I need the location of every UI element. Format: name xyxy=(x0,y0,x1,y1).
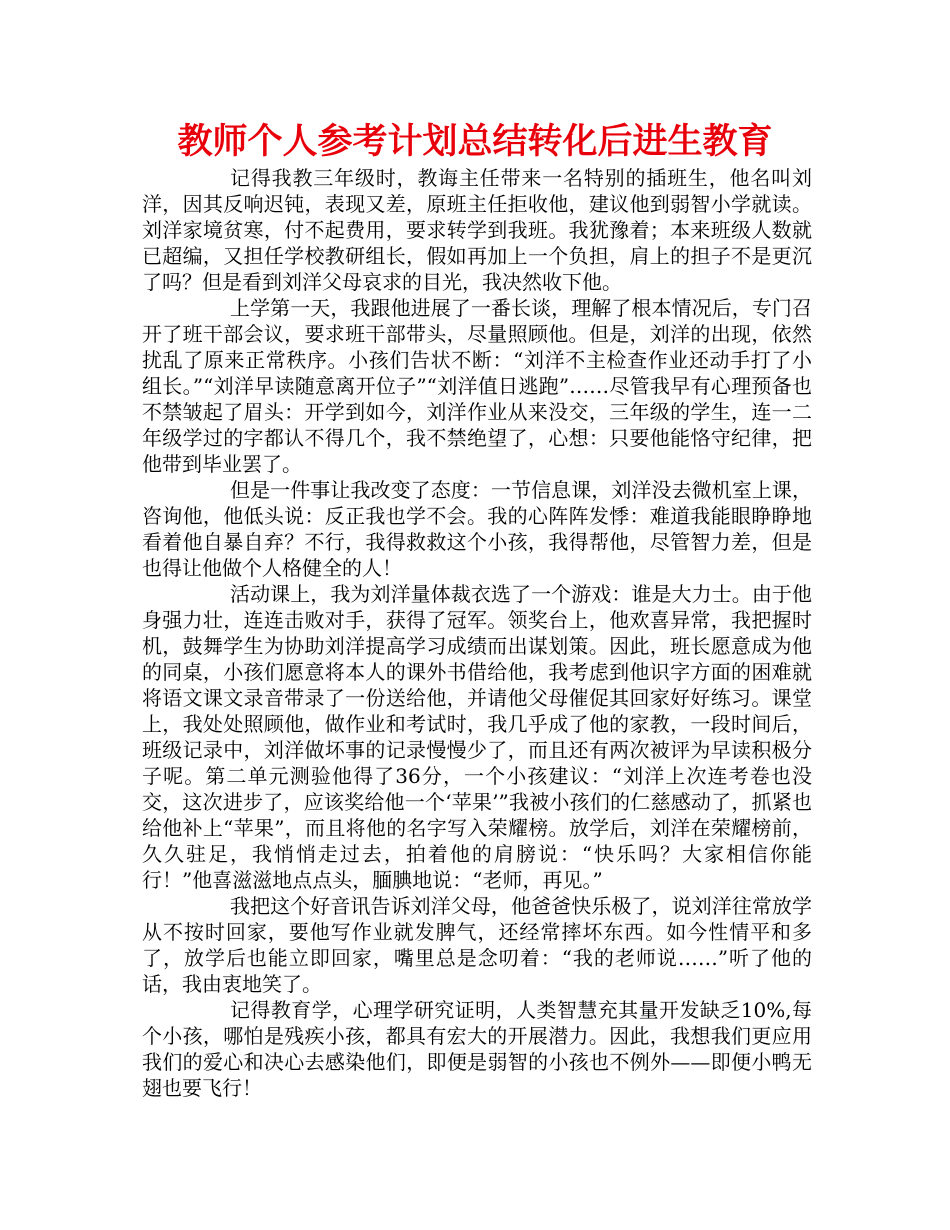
paragraph: 活动课上，我为刘洋量体裁衣选了一个游戏：谁是大力士。由于他身强力壮，连连击败对手，获得了冠军。领奖台上，他欢喜异常，我把握时机，鼓舞学生为协助刘洋提高学习成绩而出谋划策。因此，班长愿意成为他的同桌，小孩们愿意将本人的课外书借给他，我考虑到他识字方面的困难就将语文课文录音带录了一份送给他，并请他父母催促其回家好好练习。课堂上，我处处照顾他，做作业和考试时，我几乎成了他的家教，一段时间后，班级记录中，刘洋做坏事的记录慢慢少了，而且还有两次被评为早读积极分子呢。第二单元测验他得了36分，一个小孩建议：“刘洋上次连考卷也没交，这次进步了，应该奖给他一个‘苹果’”我被小孩们的仁慈感动了，抓紧也给他补上“苹果”，而且将他的名字写入荣耀榜。放学后，刘洋在荣耀榜前，久久驻足，我悄悄走过去，拍着他的肩膀说：“快乐吗？大家相信你能行！”他喜滋滋地点点头，腼腆地说：“老师，再见。” xyxy=(142,582,812,892)
paragraph: 记得我教三年级时，教诲主任带来一名特别的插班生，他名叫刘洋，因其反响迟钝，表现又差，原班主任拒收他，建议他到弱智小学就读。刘洋家境贫寒，付不起费用，要求转学到我班。我犹豫着；本来班级人数就已超编，又担任学校教研组长，假如再加上一个负担，肩上的担子不是更沉了吗？但是看到刘洋父母哀求的目光，我决然收下他。 xyxy=(142,166,812,294)
paragraph: 上学第一天，我跟他进展了一番长谈，理解了根本情况后，专门召开了班干部会议，要求班干部带头，尽量照顾他。但是，刘洋的出现，依然扰乱了原来正常秩序。小孩们告状不断：“刘洋不主检查作业还动手打了小组长。”“刘洋早读随意离开位子”“刘洋值日逃跑”……尽管我早有心理预备也不禁皱起了眉头：开学到如今，刘洋作业从来没交，三年级的学生，连一二年级学过的字都认不得几个，我不禁绝望了，心想：只要他能恪守纪律，把他带到毕业罢了。 xyxy=(142,296,812,476)
document-title: 教师个人参考计划总结转化后进生教育 xyxy=(177,122,773,162)
paragraph: 但是一件事让我改变了态度：一节信息课，刘洋没去微机室上课，咨询他，他低头说：反正我也学不会。我的心阵阵发悸：难道我能眼睁睁地看着他自暴自弃？不行，我得救救这个小孩，我得帮他，尽管智力差，但是也得让他做个人格健全的人！ xyxy=(142,478,812,580)
paragraph: 我把这个好音讯告诉刘洋父母，他爸爸快乐极了，说刘洋往常放学从不按时回家，要他写作业就发脾气，还经常摔坏东西。如今性情平和多了，放学后也能立即回家，嘴里总是念叨着：“我的老师说……”听了他的话，我由衷地笑了。 xyxy=(142,894,812,996)
document-body xyxy=(142,165,812,1101)
paragraph: 记得教育学，心理学研究证明，人类智慧充其量开发缺乏10%,每个小孩，哪怕是残疾小孩，都具有宏大的开展潜力。因此，我想我们更应用我们的爱心和决心去感染他们，即便是弱智的小孩也不例外——即便小鸭无翅也要飞行！ xyxy=(142,998,812,1100)
